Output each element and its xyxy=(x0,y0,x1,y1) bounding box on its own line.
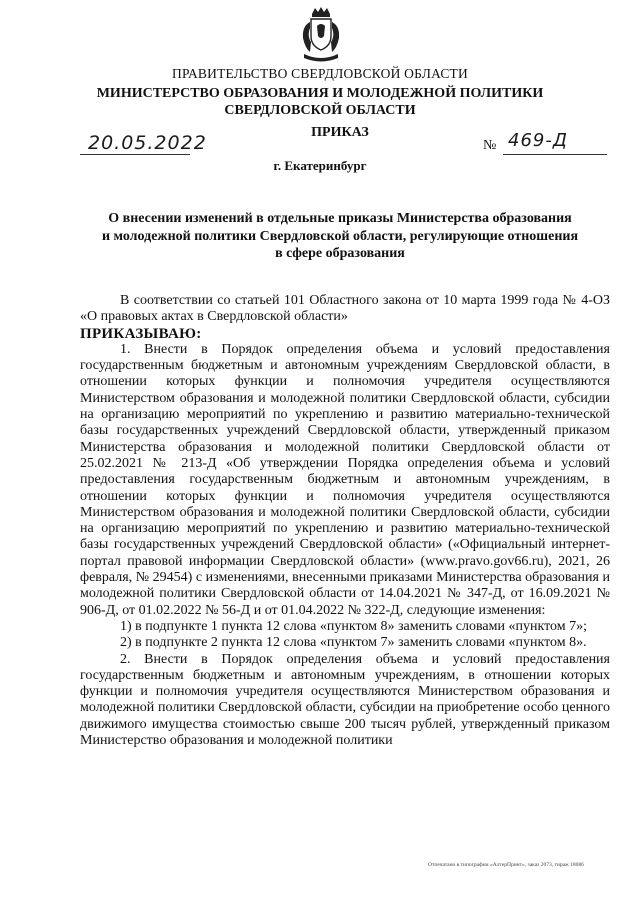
subitem-2-paragraph: 2) в подпункте 2 пункта 12 слова «пунктом 7» заменить словами «пунктом 8». xyxy=(120,635,587,651)
title-line1: О внесении изменений в отдельные приказы Министерства образования xyxy=(108,211,572,226)
item-1-paragraph: 1. Внести в Порядок определения объема и условий предоставления государственным бюджетным и автономным учреждениям Свердловской области, в отношении которых функции и полномочия учредителя осуществляются Министерством образования и молодежной политики Свердловской области, субсидии на организацию мероприятий по укреплению и развитию материально-технической базы государственных учреждений Свердловской области, утвержденный приказом Министерства образования и молодежной политики Свердловской области от 25.02.2021 № 213-Д «Об утверждении Порядка определения объема и условий предоставления государственным бюджетным и автономным учреждениям, в отношении которых функции и полномочия учредителя осуществляются Министерством образования и молодежной политики Свердловской области, субсидии на организацию мероприятий по укреплению и развитию материально-технической базы государственных учреждений Свердловской области» («Официальный интернет-портал правовой информации Свердловской области» (www.pravo.gov66.ru), 2021, 26 февраля, № 29454) с изменениями, внесенными приказами Министерства образования и молодежной политики Свердловской области от 14.04.2021 № 347-Д, от 16.09.2021 № 906-Д, от 01.02.2022 № 56-Д и от 01.04.2022 № 322-Д, следующие изменения: xyxy=(80,341,610,618)
date-underline xyxy=(80,154,190,155)
intro-paragraph: В соответствии со статьей 101 Областного закона от 10 марта 1999 года № 4-ОЗ «О правовых актах в Свердловской области» xyxy=(80,293,610,325)
order-title xyxy=(70,210,610,263)
subitem-1-paragraph: 1) в подпункте 1 пункта 12 слова «пунктом 8» заменить словами «пунктом 7»; xyxy=(120,618,588,634)
order-body xyxy=(80,293,610,749)
number-underline xyxy=(503,154,607,155)
government-name: ПРАВИТЕЛЬСТВО СВЕРДЛОВСКОЙ ОБЛАСТИ xyxy=(172,66,468,81)
city-name: г. Екатеринбург xyxy=(273,158,367,173)
order-date-handwritten: 20.05.2022 xyxy=(88,132,207,154)
title-line2: и молодежной политики Свердловской области, регулирующие отношения xyxy=(101,228,579,244)
title-line3: в сфере образования xyxy=(275,246,405,261)
item-2-paragraph: 2. Внести в Порядок определения объема и условий предоставления государственным бюджетным и автономным учреждениям, в отношении которых функции и полномочия учредителя осуществляются Министерством образования и молодежной политики Свердловской области, субсидии на приобретение особо ценного движимого имущества стоимостью свыше 200 тысяч рублей, утвержденный приказом Министерство образования и молодежной политики xyxy=(80,651,610,749)
order-number-label: № xyxy=(483,138,497,153)
document-type: ПРИКАЗ xyxy=(311,125,369,140)
order-number-handwritten: 469-Д xyxy=(508,130,568,151)
ministry-name-line1: МИНИСТЕРСТВО ОБРАЗОВАНИЯ И МОЛОДЕЖНОЙ ПОЛИТИКИ xyxy=(96,86,544,101)
coat-of-arms-emblem xyxy=(298,6,344,64)
ministry-name-line2: СВЕРДЛОВСКОЙ ОБЛАСТИ xyxy=(224,103,416,118)
print-footnote: Отпечатано в типографии «АлтерПринт», заказ 2073, тираж 18086 xyxy=(428,862,584,868)
prikazyvayu-heading: ПРИКАЗЫВАЮ: xyxy=(80,325,202,342)
